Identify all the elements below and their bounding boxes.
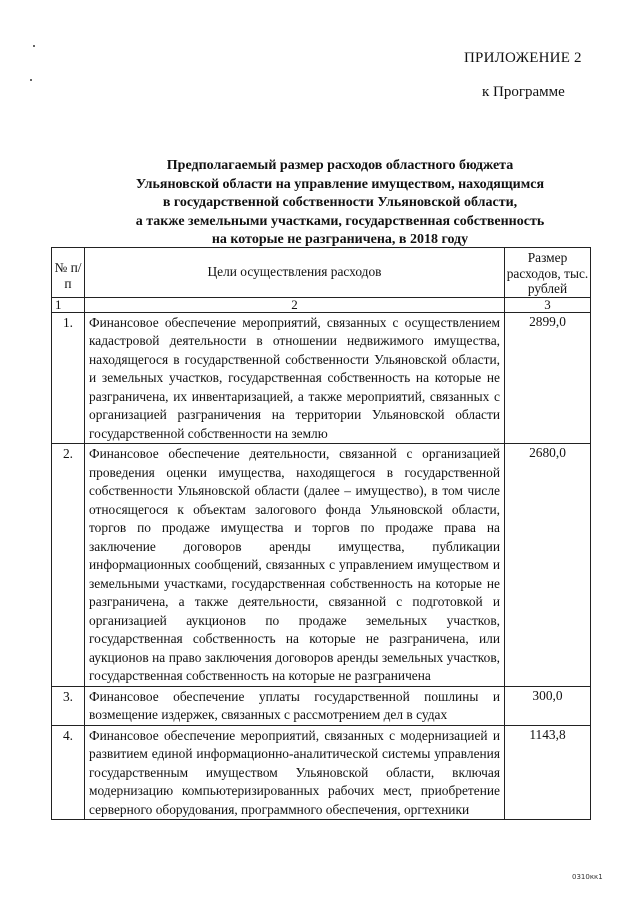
- title-line: на которые не разграничена, в 2018 году: [211, 232, 469, 247]
- header-purpose: Цели осуществления расходов: [85, 248, 505, 298]
- row-number: 3.: [52, 686, 85, 725]
- table-row: [52, 444, 591, 687]
- scan-speck: [33, 45, 35, 47]
- appendix-label: ПРИЛОЖЕНИЕ 2: [464, 50, 582, 66]
- program-reference: к Программе: [482, 84, 565, 100]
- row-amount: 300,0: [505, 686, 591, 725]
- row-purpose: Финансовое обеспечение мероприятий, связанных с осуществлением кадастровой деятельности в отношении недвижимого имущества, находящегося в государственной собственности Ульяновской области, и земельных участков, государственная собственность на которые не разграничена, их инвентаризацией, а также мероприятий, связанных с организацией разграничения на территории Ульяновской области государственной собственности на землю: [85, 312, 505, 444]
- header-number: № п/п: [52, 248, 85, 298]
- document-code: 0310кк1: [572, 873, 603, 881]
- row-amount: 2899,0: [505, 312, 591, 444]
- column-index: 3: [505, 297, 591, 312]
- scan-speck: [30, 79, 32, 81]
- title-line: Ульяновской области на управление имуществом, находящимся: [135, 176, 545, 192]
- table-row: [52, 686, 591, 725]
- document-title: [60, 157, 620, 250]
- row-number: 2.: [52, 444, 85, 687]
- title-line: Предполагаемый размер расходов областного бюджета: [166, 158, 514, 173]
- row-number: 4.: [52, 725, 85, 820]
- row-amount: 2680,0: [505, 444, 591, 687]
- table-row: [52, 725, 591, 820]
- title-line: в государственной собственности Ульяновской области,: [162, 195, 518, 210]
- title-line: а также земельными участками, государственная собственность: [135, 213, 545, 229]
- row-purpose: Финансовое обеспечение мероприятий, связанных с модернизацией и развитием единой информационно-аналитической системы управления государственным имуществом Ульяновской области, включая модернизацию компьютеризированных рабочих мест, приобретение серверного оборудования, программного обеспечения, оргтехники: [85, 725, 505, 820]
- column-index-row: [52, 297, 591, 312]
- row-number: 1.: [52, 312, 85, 444]
- row-amount: 1143,8: [505, 725, 591, 820]
- row-purpose: Финансовое обеспечение уплаты государственной пошлины и возмещение издержек, связанных с рассмотрением дел в судах: [85, 686, 505, 725]
- column-index: 2: [85, 297, 505, 312]
- table-header-row: [52, 248, 591, 298]
- expenses-table: [51, 247, 591, 820]
- row-purpose: Финансовое обеспечение деятельности, связанной с организацией проведения оценки имущества, находящегося в государственной собственности Ульяновской области (далее – имущество), в том числе относящегося к объектам залогового фонда Ульяновской области, торгов по продаже имущества и торгов по продаже права на заключение договоров аренды имущества, публикации информационных сообщений, связанных с управлением имуществом и земельными участками, государственная собственность на которые не разграничена, а также деятельности, связанной с подготовкой и организацией аукционов по продаже земельных участков, государственная собственность на которые не разграничена, или аукционов на право заключения договоров аренды земельных участков, государственная собственность на которые не разграничена: [85, 444, 505, 687]
- column-index: 1: [52, 297, 85, 312]
- header-amount: Размер расходов, тыс. рублей: [505, 248, 591, 298]
- table-row: [52, 312, 591, 444]
